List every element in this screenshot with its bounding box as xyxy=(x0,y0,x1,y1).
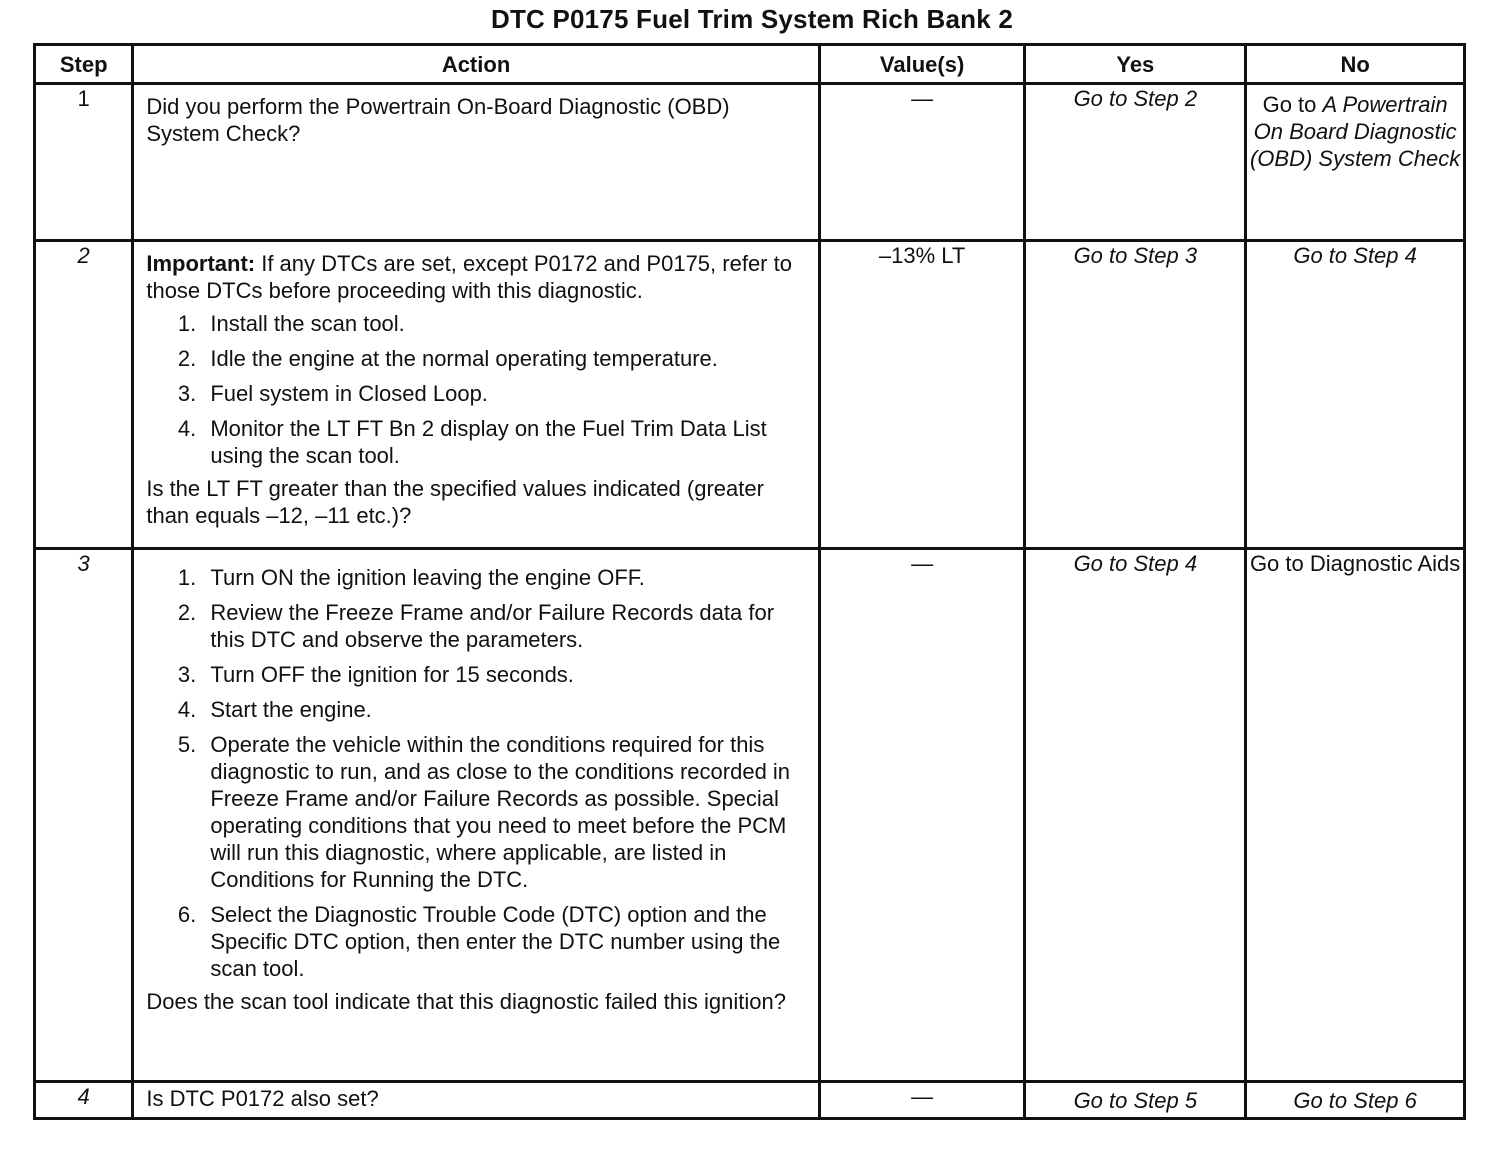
action-cell xyxy=(133,241,819,549)
step-number: 1 xyxy=(35,84,133,241)
action-question: Does the scan tool indicate that this diagnostic failed this ignition? xyxy=(146,989,786,1014)
step-number: 3 xyxy=(35,549,133,1082)
list-item: 3. Turn OFF the ignition for 15 seconds. xyxy=(202,661,805,688)
list-item: 1. Turn ON the ignition leaving the engine OFF. xyxy=(202,564,805,591)
header-row xyxy=(35,45,1465,84)
important-note xyxy=(146,250,805,304)
no-cell: Go to Step 4 xyxy=(1246,241,1465,549)
yes-cell: Go to Step 4 xyxy=(1025,549,1246,1082)
yes-cell: Go to Step 3 xyxy=(1025,241,1246,549)
table-row xyxy=(35,549,1465,1082)
list-item: 4. Monitor the LT FT Bn 2 display on the Fuel Trim Data List using the scan tool. xyxy=(202,415,805,469)
no-cell: Go to Step 6 xyxy=(1246,1082,1465,1119)
header-values: Value(s) xyxy=(819,45,1025,84)
table-row xyxy=(35,1082,1465,1119)
list-item: 4. Start the engine. xyxy=(202,696,805,723)
no-reference: A Powertrain On Board Diagnostic (OBD) System Check xyxy=(1249,92,1461,171)
action-text: Did you perform the Powertrain On-Board Diagnostic (OBD) System Check? xyxy=(146,94,730,146)
header-step: Step xyxy=(35,45,133,84)
yes-cell: Go to Step 2 xyxy=(1025,84,1246,241)
list-item: 5. Operate the vehicle within the conditions required for this diagnostic to run, and as close to the conditions recorded in Freeze Frame and/or Failure Records as possible. Special operating conditions that you need to meet before the PCM will run this diagnostic, where applicable, are listed in Conditions for Running the DTC. xyxy=(202,731,805,893)
no-prefix: Go to xyxy=(1262,92,1323,117)
action-text: Is DTC P0172 also set? xyxy=(146,1086,379,1111)
table-row xyxy=(35,241,1465,549)
list-item: 3. Fuel system in Closed Loop. xyxy=(202,380,805,407)
list-item: 1. Install the scan tool. xyxy=(202,310,805,337)
value-cell: — xyxy=(819,549,1025,1082)
action-question: Is the LT FT greater than the specified values indicated (greater than equals –12, –11 etc.)? xyxy=(146,476,764,528)
yes-cell: Go to Step 5 xyxy=(1025,1082,1246,1119)
table-row xyxy=(35,84,1465,241)
action-cell xyxy=(133,84,819,241)
action-cell xyxy=(133,549,819,1082)
step-list xyxy=(146,564,805,982)
list-item: 2. Review the Freeze Frame and/or Failure Records data for this DTC and observe the parameters. xyxy=(202,599,805,653)
important-label: Important: xyxy=(146,251,256,276)
header-action: Action xyxy=(133,45,819,84)
list-item: 6. Select the Diagnostic Trouble Code (DTC) option and the Specific DTC option, then enter the DTC number using the scan tool. xyxy=(202,901,805,982)
header-no: No xyxy=(1246,45,1465,84)
value-cell: –13% LT xyxy=(819,241,1025,549)
header-yes: Yes xyxy=(1025,45,1246,84)
important-text: If any DTCs are set, except P0172 and P0175, refer to those DTCs before proceeding with this diagnostic. xyxy=(146,251,792,303)
step-number: 2 xyxy=(35,241,133,549)
step-list xyxy=(146,310,805,469)
action-cell xyxy=(133,1082,819,1119)
value-cell: — xyxy=(819,84,1025,241)
no-cell: Go to Diagnostic Aids xyxy=(1246,549,1465,1082)
value-cell: — xyxy=(819,1082,1025,1119)
diagnostic-table xyxy=(33,43,1466,1120)
no-cell xyxy=(1246,84,1465,241)
page-title: DTC P0175 Fuel Trim System Rich Bank 2 xyxy=(490,4,1013,34)
list-item: 2. Idle the engine at the normal operating temperature. xyxy=(202,345,805,372)
step-number: 4 xyxy=(35,1082,133,1119)
